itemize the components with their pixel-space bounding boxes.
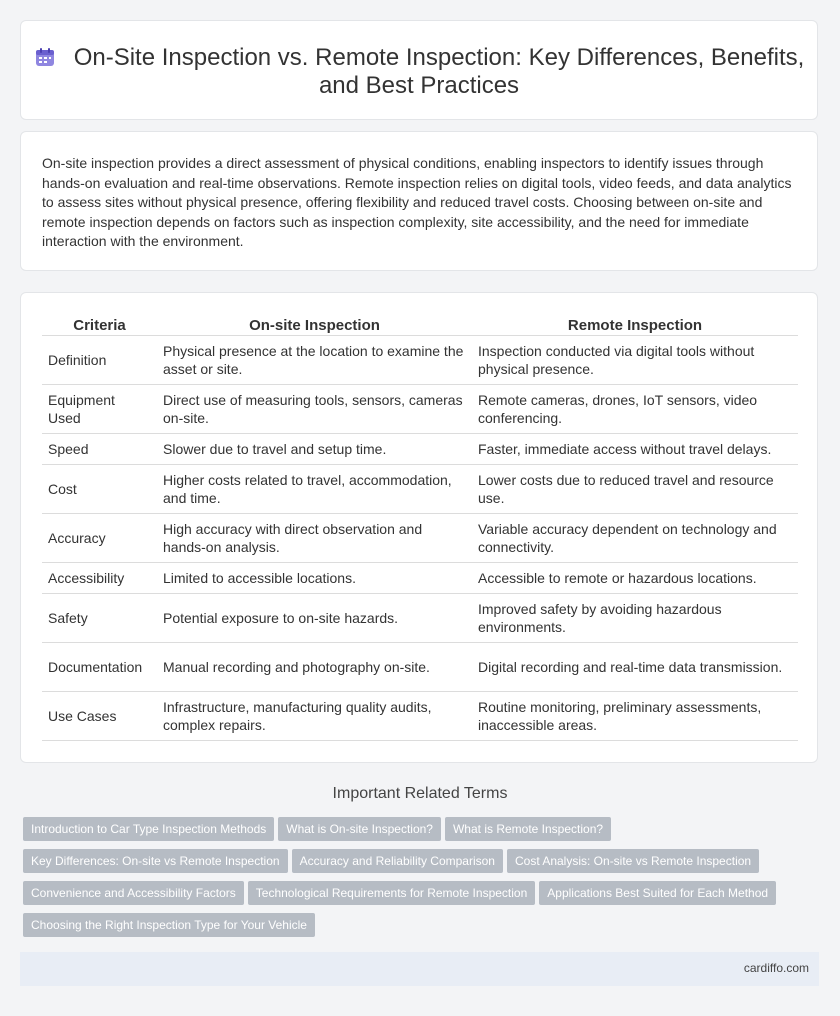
related-term-tag[interactable]: What is Remote Inspection? xyxy=(445,817,611,841)
cell-onsite: Manual recording and photography on-site. xyxy=(157,643,472,692)
table-row xyxy=(42,692,798,741)
related-term-tag[interactable]: What is On-site Inspection? xyxy=(278,817,441,841)
cell-remote: Lower costs due to reduced travel and resource use. xyxy=(472,465,798,514)
cell-remote: Improved safety by avoiding hazardous environments. xyxy=(472,594,798,643)
table-row xyxy=(42,385,798,434)
table-header-row xyxy=(42,315,798,336)
cell-onsite: Slower due to travel and setup time. xyxy=(157,434,472,465)
related-terms-heading: Important Related Terms xyxy=(332,785,508,802)
cell-onsite: Physical presence at the location to examine the asset or site. xyxy=(157,336,472,385)
related-term-tag[interactable]: Choosing the Right Inspection Type for Your Vehicle xyxy=(23,913,315,937)
cell-criteria: Cost xyxy=(42,465,157,514)
cell-onsite: Potential exposure to on-site hazards. xyxy=(157,594,472,643)
related-term-tag[interactable]: Cost Analysis: On-site vs Remote Inspection xyxy=(507,849,759,873)
cell-onsite: Infrastructure, manufacturing quality audits, complex repairs. xyxy=(157,692,472,741)
related-term-tag[interactable]: Key Differences: On-site vs Remote Inspection xyxy=(23,849,288,873)
cell-onsite: Higher costs related to travel, accommodation, and time. xyxy=(157,465,472,514)
cell-criteria: Use Cases xyxy=(42,692,157,741)
cell-remote: Routine monitoring, preliminary assessments, inaccessible areas. xyxy=(472,692,798,741)
cell-onsite: High accuracy with direct observation and hands-on analysis. xyxy=(157,514,472,563)
table-row xyxy=(42,336,798,385)
cell-onsite: Limited to accessible locations. xyxy=(157,563,472,594)
cell-remote: Digital recording and real-time data transmission. xyxy=(472,643,798,692)
header-criteria: Criteria xyxy=(42,315,157,336)
intro-card xyxy=(20,131,818,271)
table-row xyxy=(42,465,798,514)
cell-remote: Faster, immediate access without travel delays. xyxy=(472,434,798,465)
cell-criteria: Speed xyxy=(42,434,157,465)
cell-criteria: Safety xyxy=(42,594,157,643)
table-row xyxy=(42,643,798,692)
title-card xyxy=(20,20,818,120)
table-row xyxy=(42,434,798,465)
related-term-tag[interactable]: Technological Requirements for Remote Inspection xyxy=(248,881,535,905)
header-onsite: On-site Inspection xyxy=(157,315,472,336)
cell-criteria: Accessibility xyxy=(42,563,157,594)
cell-criteria: Definition xyxy=(42,336,157,385)
header-remote: Remote Inspection xyxy=(472,315,798,336)
related-term-tag[interactable]: Accuracy and Reliability Comparison xyxy=(292,849,503,873)
calendar-icon xyxy=(34,46,56,68)
cell-criteria: Equipment Used xyxy=(42,385,157,434)
related-term-tag[interactable]: Introduction to Car Type Inspection Methods xyxy=(23,817,274,841)
page-title-text: On-Site Inspection vs. Remote Inspection: Key Differences, Benefits, and Best Practices xyxy=(73,44,805,99)
table-row xyxy=(42,563,798,594)
table-row xyxy=(42,594,798,643)
cell-onsite: Direct use of measuring tools, sensors, cameras on-site. xyxy=(157,385,472,434)
related-term-tag[interactable]: Convenience and Accessibility Factors xyxy=(23,881,244,905)
intro-paragraph: On-site inspection provides a direct assessment of physical conditions, enabling inspectors to identify issues through hands-on evaluation and real-time observations. Remote inspection relies on digital tools, video feeds, and data analytics to assess sites without physical presence, offering flexibility and reduced travel costs. Choosing between on-site and remote inspection depends on factors such as inspection complexity, site accessibility, and the need for immediate interaction with the environment. xyxy=(42,155,792,249)
cell-remote: Accessible to remote or hazardous locations. xyxy=(472,563,798,594)
cell-criteria: Documentation xyxy=(42,643,157,692)
related-terms-list xyxy=(23,817,813,945)
cell-criteria: Accuracy xyxy=(42,514,157,563)
page-title xyxy=(21,44,817,100)
footer-site-link[interactable]: cardiffo.com xyxy=(743,961,809,975)
related-term-tag[interactable]: Applications Best Suited for Each Method xyxy=(539,881,776,905)
cell-remote: Variable accuracy dependent on technology and connectivity. xyxy=(472,514,798,563)
cell-remote: Inspection conducted via digital tools without physical presence. xyxy=(472,336,798,385)
footer xyxy=(20,952,819,986)
table-row xyxy=(42,514,798,563)
cell-remote: Remote cameras, drones, IoT sensors, video conferencing. xyxy=(472,385,798,434)
comparison-card xyxy=(20,292,818,763)
comparison-table xyxy=(42,315,798,741)
